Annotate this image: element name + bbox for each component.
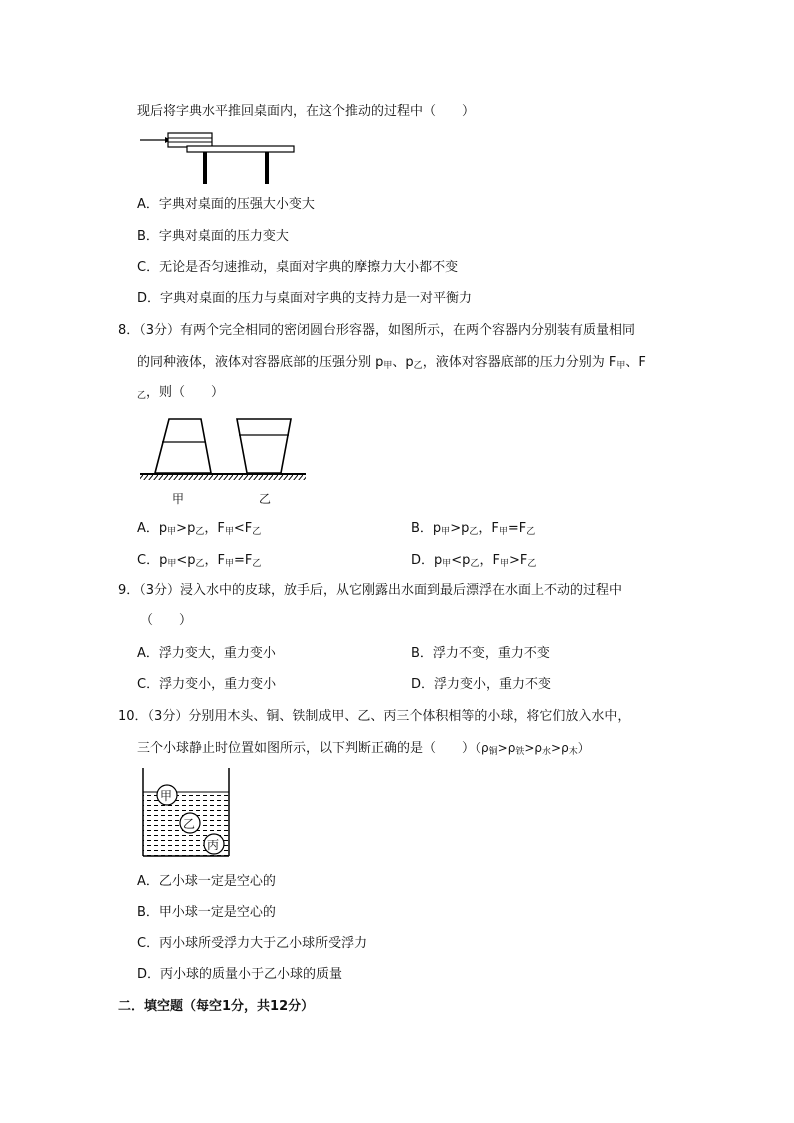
- q9-stem-line2: （ ）: [140, 613, 193, 628]
- container-jia: [155, 419, 211, 473]
- q8-stem-line2: 的同种液体，液体对容器底部的压强分别 $p_甲$、$p_乙$，液体对容器底部的压力分别为 $F_甲$、F: [137, 355, 646, 371]
- q9-option-a: A．浮力变大，重力变小: [137, 646, 276, 661]
- container-yi: [237, 419, 291, 473]
- q8-option-b: B．$p_甲>p_乙$，$F_甲=F_乙$: [411, 521, 536, 537]
- q7-option-c: C．无论是否匀速推动，桌面对字典的摩擦力大小都不变: [137, 260, 459, 275]
- q8-figure-containers: [138, 415, 310, 483]
- q10-option-a: A．乙小球一定是空心的: [137, 874, 276, 889]
- q8-label-yi: 乙: [259, 492, 272, 506]
- ball-label-bing: 丙: [207, 838, 220, 852]
- ball-label-yi: 乙: [183, 817, 196, 831]
- q7-option-a: A．字典对桌面的压强大小变大: [137, 197, 315, 212]
- q8-option-a: A．$p_甲>p_乙$，$F_甲<F_乙$: [137, 521, 262, 537]
- q8-option-c: C．$p_甲<p_乙$，$F_甲=F_乙$: [137, 553, 262, 569]
- q10-option-d: D．丙小球的质量小于乙小球的质量: [137, 967, 343, 982]
- ground-hatch: [140, 475, 306, 480]
- q8-label-jia: 甲: [172, 492, 185, 506]
- table-leg-right: [265, 152, 269, 184]
- q8-stem-line1: 8．（3分）有两个完全相同的密闭圆台形容器，如图所示，在两个容器内分别装有质量相同: [118, 323, 636, 338]
- q7-option-d: D．字典对桌面的压力与桌面对字典的支持力是一对平衡力: [137, 291, 473, 306]
- q10-option-c: C．丙小球所受浮力大于乙小球所受浮力: [137, 936, 368, 951]
- q8-option-d: D．$p_甲<p_乙$，$F_甲>F_乙$: [411, 553, 537, 569]
- q7-figure-table-book: [135, 128, 305, 188]
- q10-stem-line1: 10．（3分）分别用木头、铜、铁制成甲、乙、丙三个体积相等的小球，将它们放入水中，: [118, 709, 631, 724]
- q9-option-b: B．浮力不变，重力不变: [411, 646, 550, 661]
- table-top: [187, 146, 294, 152]
- ball-label-jia: 甲: [160, 789, 173, 803]
- q8-stem-line3: $_乙$，则（ ）: [137, 385, 225, 401]
- q10-option-b: B．甲小球一定是空心的: [137, 905, 276, 920]
- q9-stem-line1: 9．（3分）浸入水中的皮球，放手后，从它刚露出水面到最后漂浮在水面上不动的过程中: [118, 583, 623, 598]
- section-heading-fill-in: 二．填空题（每空1分，共12分）: [118, 999, 315, 1014]
- q9-option-d: D．浮力变小，重力不变: [411, 677, 552, 692]
- q7-option-b: B．字典对桌面的压力变大: [137, 229, 289, 244]
- table-leg-left: [203, 152, 207, 184]
- q7-stem: 现后将字典水平推回桌面内，在这个推动的过程中（ ）: [137, 104, 476, 119]
- q9-option-c: C．浮力变小，重力变小: [137, 677, 277, 692]
- dictionary: [168, 133, 212, 147]
- q10-stem-line2: 三个小球静止时位置如图所示，以下判断正确的是（ ）$(\rho_铜>\rho_铁>\rho_水>\rho_木)$: [137, 741, 590, 757]
